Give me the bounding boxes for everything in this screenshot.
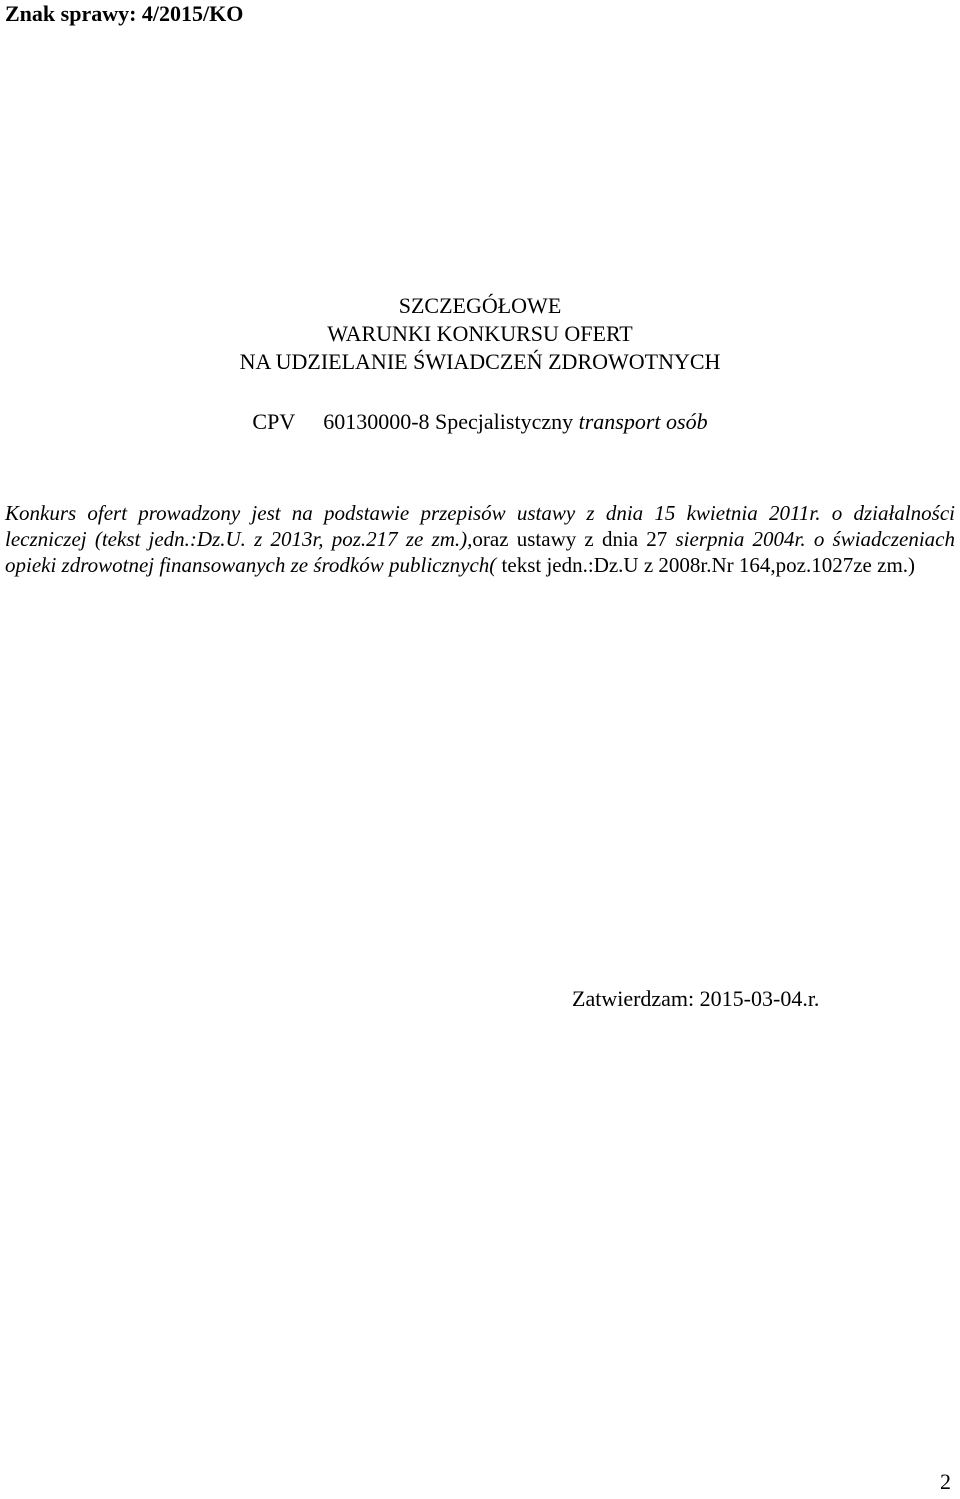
legal-basis-part-4: tekst jedn.:Dz.U z 2008r.Nr 164,poz.1027ze zm.) (501, 553, 916, 577)
title-line-3: NA UDZIELANIE ŚWIADCZEŃ ZDROWOTNYCH (239, 349, 721, 374)
document-title (0, 292, 960, 376)
page-number: 2 (940, 1469, 951, 1494)
cpv-label: CPV (252, 409, 296, 434)
legal-basis-part-2: oraz ustawy z dnia 27 (472, 527, 668, 551)
cpv-line (0, 408, 960, 436)
approval-note: Zatwierdzam: 2015-03-04.r. (572, 986, 820, 1011)
case-number: Znak sprawy: 4/2015/KO (5, 1, 244, 26)
legal-basis-part-3: sierpnia 2004r. o świadczeniach opieki zdrowotnej finansowanych ze środków publicznych( (5, 527, 955, 577)
title-line-1: SZCZEGÓŁOWE (398, 293, 562, 318)
legal-basis-part-1: Konkurs ofert prowadzony jest na podstawie przepisów ustawy z dnia 15 kwietnia 2011r. o działalności leczniczej (tekst jedn.:Dz.U. z 2013r, poz.217 ze zm.), (5, 501, 955, 551)
legal-basis-paragraph (5, 500, 955, 578)
title-line-2: WARUNKI KONKURSU OFERT (327, 321, 633, 346)
cpv-description: transport osób (578, 409, 708, 434)
cpv-code: 60130000-8 Specjalistyczny (323, 409, 574, 434)
